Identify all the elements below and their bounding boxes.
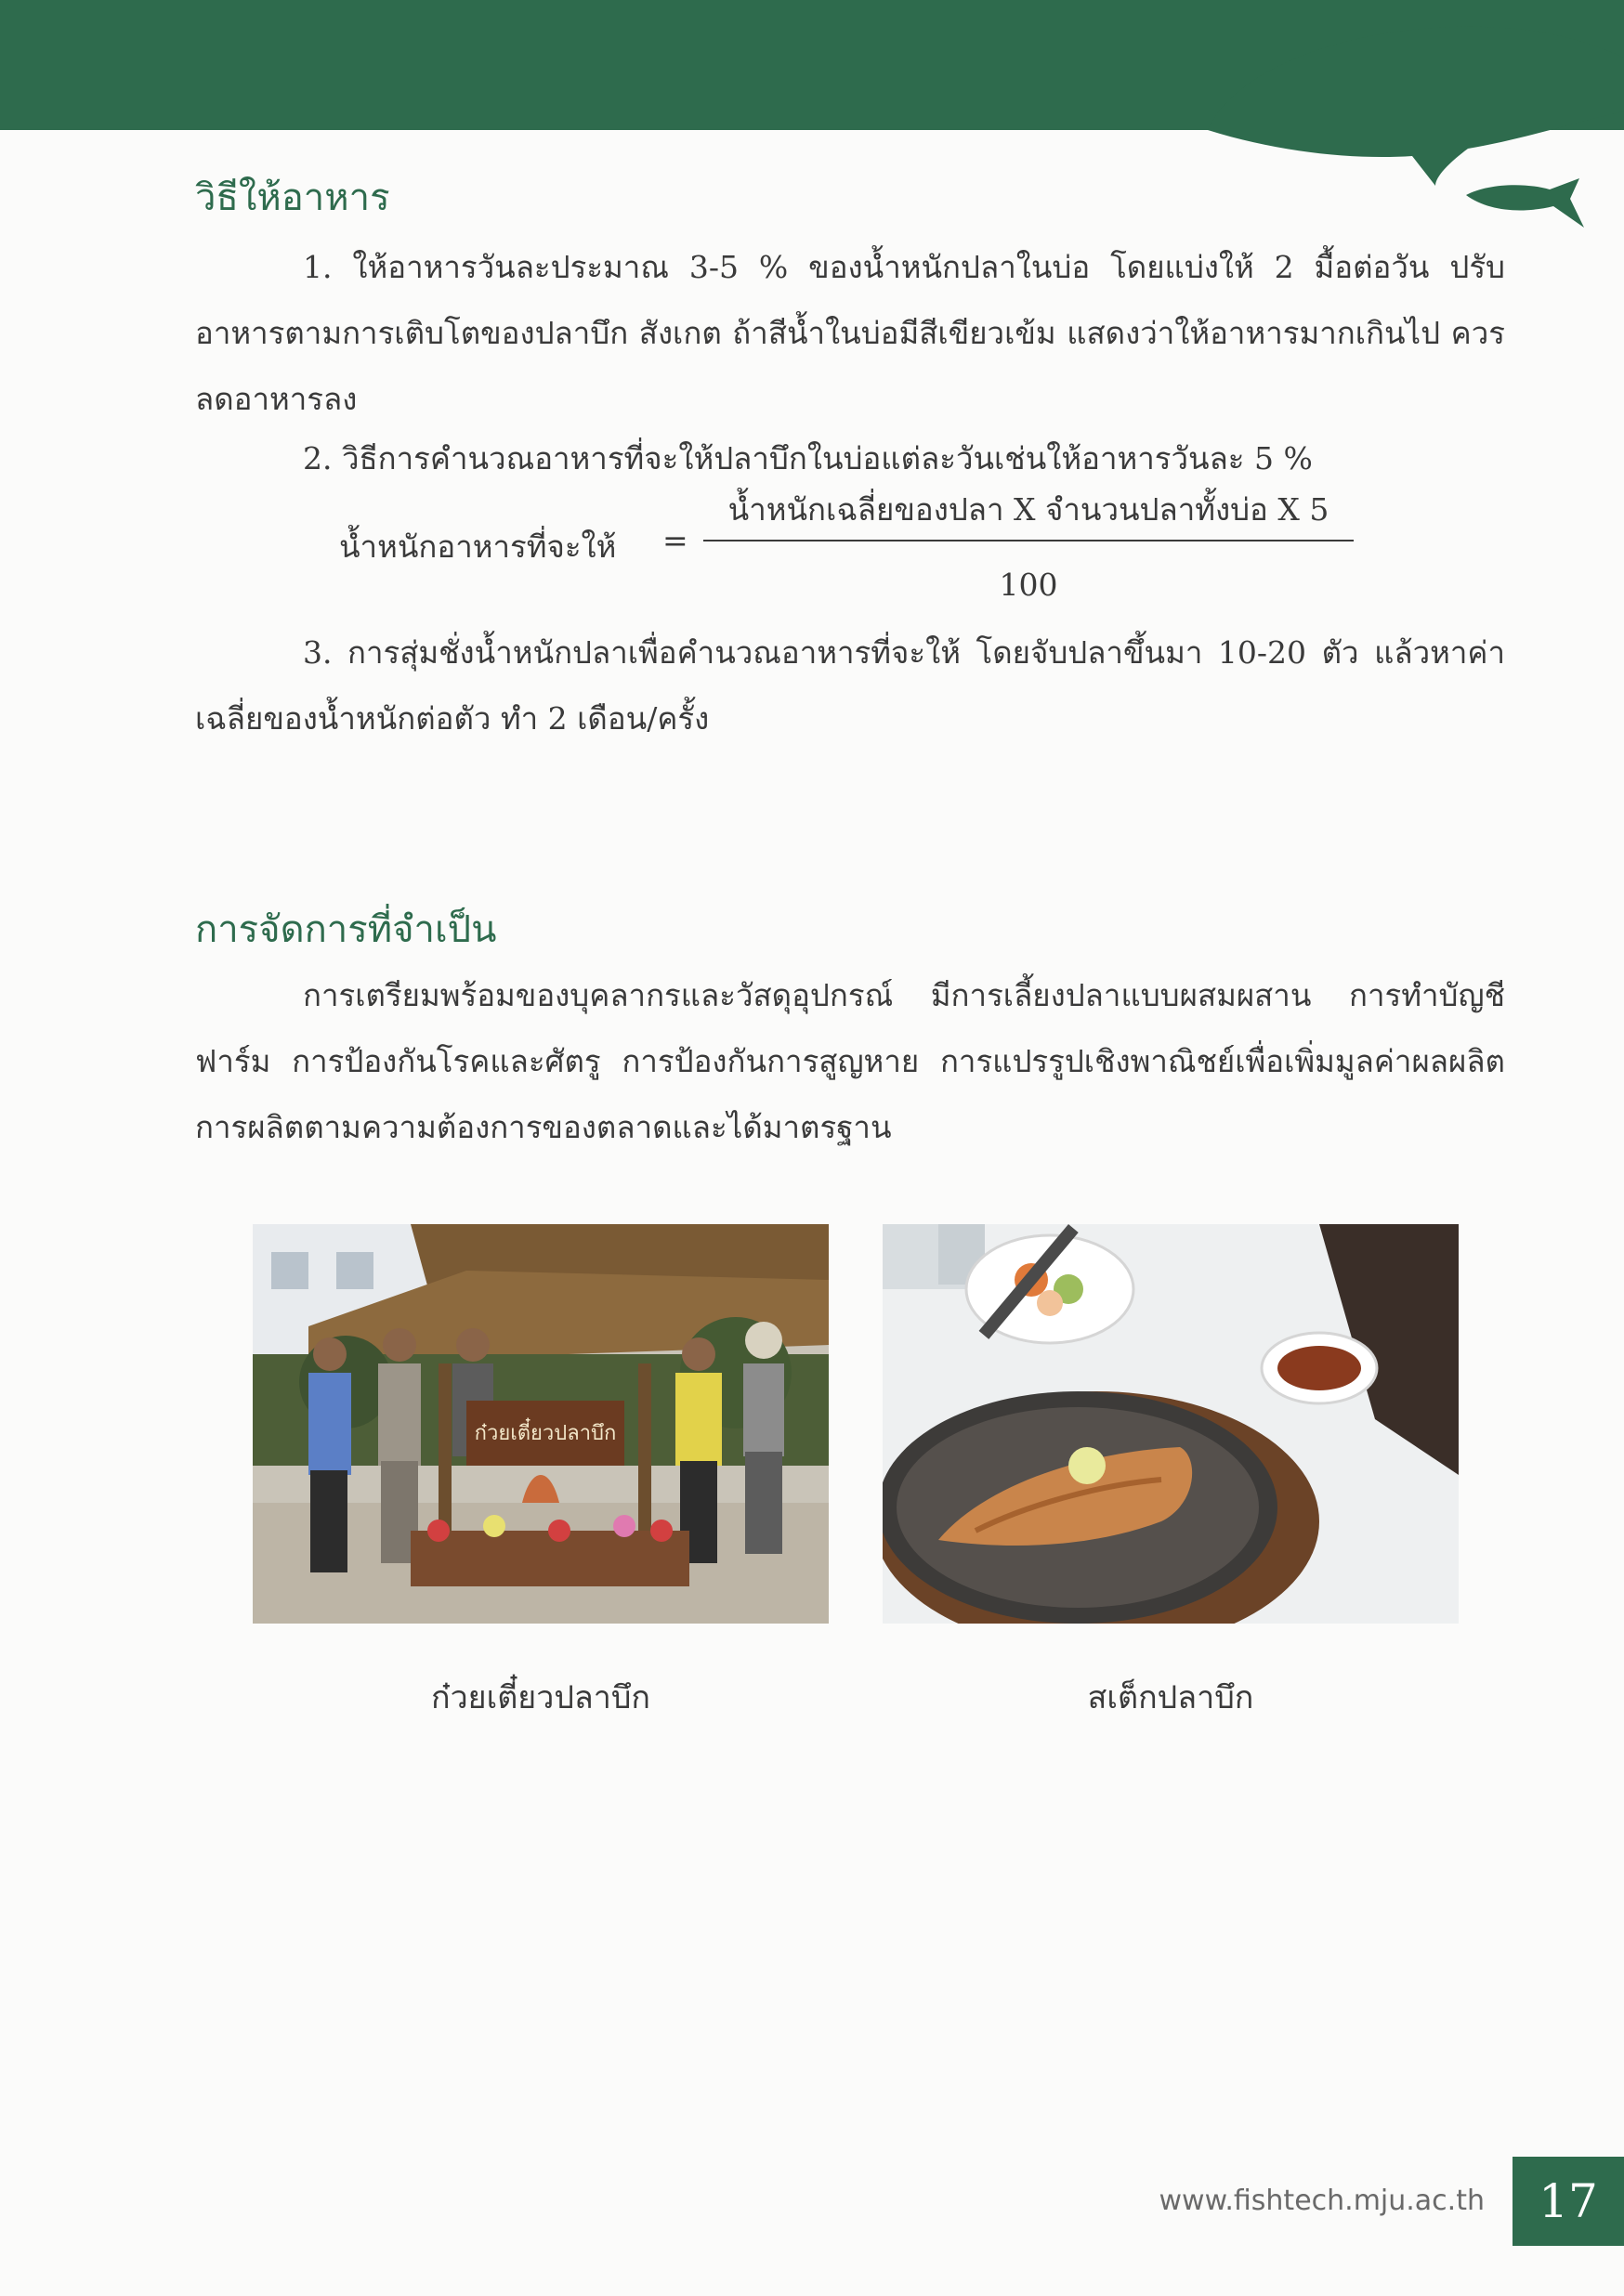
formula-equals: = [662, 522, 688, 558]
fish-steak-photo [883, 1224, 1459, 1624]
noodle-shop-photo [253, 1224, 829, 1624]
page-number: 17 [1513, 2157, 1624, 2246]
noodle-photo-caption: ก๋วยเตี๋ยวปลาบึก [431, 1679, 650, 1716]
shop-sign-text: ก๋วยเตี๋ยวปลาบึก [474, 1422, 617, 1445]
formula-denominator: 100 [999, 567, 1058, 603]
steak-photo-caption: สเต็กปลาบึก [1087, 1679, 1254, 1716]
formula-numerator: น้ำหนักเฉลี่ยของปลา X จำนวนปลาทั้งบ่อ X 5 [703, 485, 1354, 541]
feeding-paragraph-1: 1. ให้อาหารวันละประมาณ 3-5 % ของน้ำหนักปลาในบ่อ โดยแบ่งให้ 2 มื้อต่อวัน ปรับอาหารตามการเติบโตของปลาบึก สังเกต ถ้าสีน้ำในบ่อมีสีเขียวเข้ม แสดงว่าให้อาหารมากเกินไป ควรลดอาหารลง [195, 249, 1505, 417]
feed-formula [339, 492, 1389, 613]
website-link[interactable]: www.fishtech.mju.ac.th [1159, 2185, 1485, 2217]
feeding-title: วิธีให้อาหาร [195, 176, 390, 219]
management-paragraph: การเตรียมพร้อมของบุคลากรและวัสดุอุปกรณ์ มีการเลี้ยงปลาแบบผสมผสาน การทำบัญชีฟาร์ม การป้องกันโรคและศัตรู การป้องกันการสูญหาย การแปรรูปเชิงพาณิชย์เพื่อเพิ่มมูลค่าผลผลิต การผลิตตามความต้องการของตลาดและได้มาตรฐาน [195, 977, 1505, 1145]
feeding-paragraph-3: 3. การสุ่มชั่งน้ำหนักปลาเพื่อคำนวณอาหารที่จะให้ โดยจับปลาขึ้นมา 10-20 ตัว แล้วหาค่าเฉลี่ยของน้ำหนักต่อตัว ทำ 2 เดือน/ครั้ง [195, 634, 1505, 737]
feeding-paragraph-2: 2. วิธีการคำนวณอาหารที่จะให้ปลาบึกในบ่อแต่ละวันเช่นให้อาหารวันละ 5 % [303, 440, 1313, 476]
formula-lhs: น้ำหนักอาหารที่จะให้ [339, 528, 617, 565]
management-title: การจัดการที่จำเป็น [195, 908, 497, 951]
